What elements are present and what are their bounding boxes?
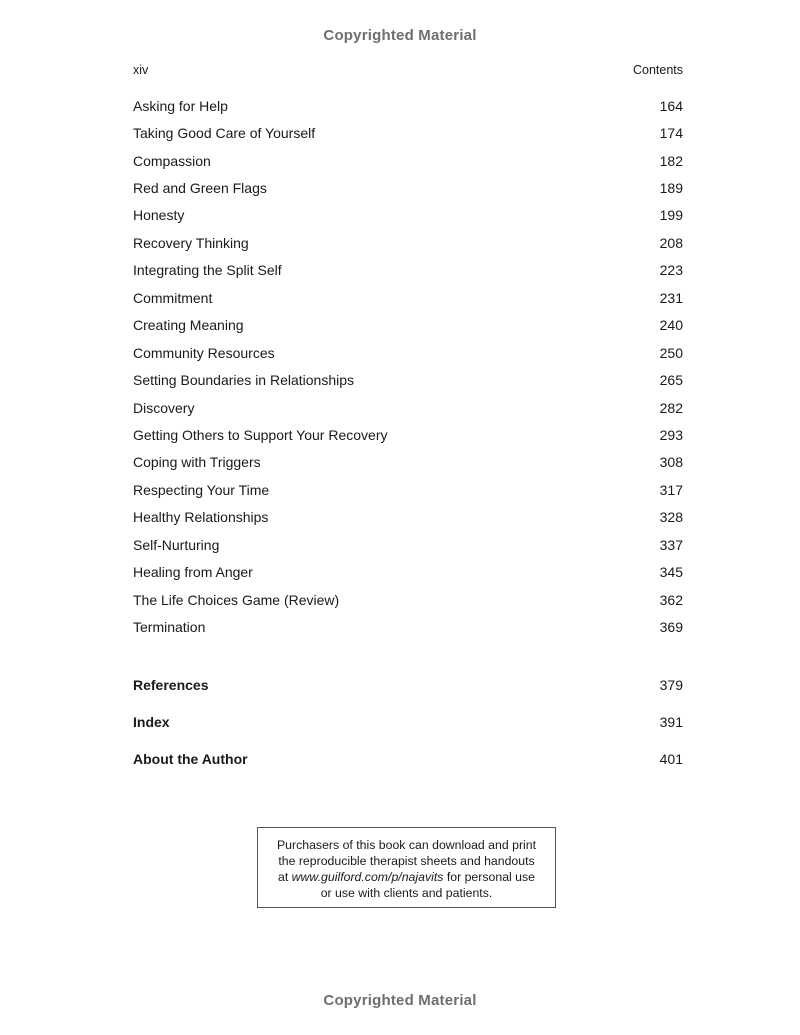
- entry-page-number: 401: [659, 750, 683, 767]
- entry-title: Integrating the Split Self: [133, 262, 282, 279]
- section-title: Contents: [632, 63, 683, 77]
- entry-title: Honesty: [133, 207, 185, 224]
- toc-entry: [133, 586, 683, 613]
- toc-entry: [133, 229, 683, 256]
- watermark-top: Copyrighted Material: [323, 27, 477, 44]
- entry-title: The Life Choices Game (Review): [133, 591, 340, 608]
- entry-page-number: 317: [659, 481, 683, 498]
- entry-title: References: [133, 677, 209, 694]
- entry-page-number: 379: [659, 677, 683, 694]
- toc-entry: [133, 147, 683, 174]
- toc-entry: [133, 174, 683, 201]
- entry-page-number: 208: [659, 234, 683, 251]
- toc-entry: [133, 284, 683, 311]
- entry-page-number: 391: [659, 714, 683, 731]
- entry-title: Termination: [133, 619, 206, 636]
- entry-title: Healing from Anger: [133, 564, 253, 581]
- entry-title: Recovery Thinking: [133, 234, 249, 251]
- entry-page-number: 265: [659, 372, 683, 389]
- running-head: [133, 63, 683, 77]
- entry-title: Community Resources: [133, 344, 275, 361]
- entry-page-number: 231: [659, 289, 683, 306]
- entry-title: Taking Good Care of Yourself: [133, 125, 316, 142]
- toc-entry: [133, 394, 683, 421]
- entry-page-number: 337: [659, 536, 683, 553]
- entry-title: About the Author: [133, 750, 248, 767]
- toc-entry: [133, 476, 683, 503]
- notice-line-3-prefix: at: [277, 870, 289, 884]
- toc-entry: [133, 92, 683, 119]
- toc-entry: [133, 119, 683, 146]
- toc-entry: [133, 202, 683, 229]
- toc-entry: [133, 531, 683, 558]
- entry-page-number: 182: [659, 152, 683, 169]
- back-matter-entry: [133, 740, 683, 777]
- entry-page-number: 240: [659, 317, 683, 334]
- toc-entry: [133, 504, 683, 531]
- toc-entry: [133, 257, 683, 284]
- entry-title: Asking for Help: [133, 97, 228, 114]
- toc-entry: [133, 449, 683, 476]
- entry-page-number: 199: [659, 207, 683, 224]
- notice-url-link[interactable]: www.guilford.com/p/najavits: [291, 870, 444, 884]
- toc-entry: [133, 421, 683, 448]
- entry-title: Respecting Your Time: [133, 481, 270, 498]
- entry-page-number: 308: [659, 454, 683, 471]
- entry-title: Healthy Relationships: [133, 509, 269, 526]
- entry-title: Discovery: [133, 399, 195, 416]
- entry-title: Self-Nurturing: [133, 536, 220, 553]
- toc-entry: [133, 312, 683, 339]
- back-matter-entry: [133, 704, 683, 741]
- toc-entry: [133, 613, 683, 640]
- entry-page-number: 362: [659, 591, 683, 608]
- entry-page-number: 293: [659, 426, 683, 443]
- notice-line-4: or use with clients and patients.: [320, 886, 493, 900]
- notice-line-2: the reproducible therapist sheets and handouts: [278, 854, 535, 868]
- entry-page-number: 328: [659, 509, 683, 526]
- download-notice-box: [257, 827, 556, 908]
- entry-page-number: 189: [659, 180, 683, 197]
- entry-page-number: 345: [659, 564, 683, 581]
- toc-entry: [133, 339, 683, 366]
- entry-title: Creating Meaning: [133, 317, 244, 334]
- entry-page-number: 282: [659, 399, 683, 416]
- entry-title: Commitment: [133, 289, 213, 306]
- entry-title: Compassion: [133, 152, 211, 169]
- watermark-bottom: Copyrighted Material: [323, 992, 477, 1009]
- entry-page-number: 164: [659, 97, 683, 114]
- entry-page-number: 369: [659, 619, 683, 636]
- notice-line-1: Purchasers of this book can download and print: [276, 838, 537, 852]
- entry-title: Getting Others to Support Your Recovery: [133, 426, 388, 443]
- entry-title: Red and Green Flags: [133, 180, 267, 197]
- notice-line-3: [258, 869, 555, 885]
- notice-line-3-suffix: for personal use: [446, 870, 536, 884]
- back-matter-entry: [133, 667, 683, 704]
- toc-entry: [133, 366, 683, 393]
- entry-title: Coping with Triggers: [133, 454, 261, 471]
- entry-page-number: 250: [659, 344, 683, 361]
- back-matter-list: [133, 667, 683, 777]
- toc-entry: [133, 558, 683, 585]
- entry-title: Index: [133, 714, 170, 731]
- entry-page-number: 223: [659, 262, 683, 279]
- toc-list: [133, 92, 683, 641]
- page-number: xiv: [133, 63, 149, 77]
- entry-page-number: 174: [659, 125, 683, 142]
- entry-title: Setting Boundaries in Relationships: [133, 372, 355, 389]
